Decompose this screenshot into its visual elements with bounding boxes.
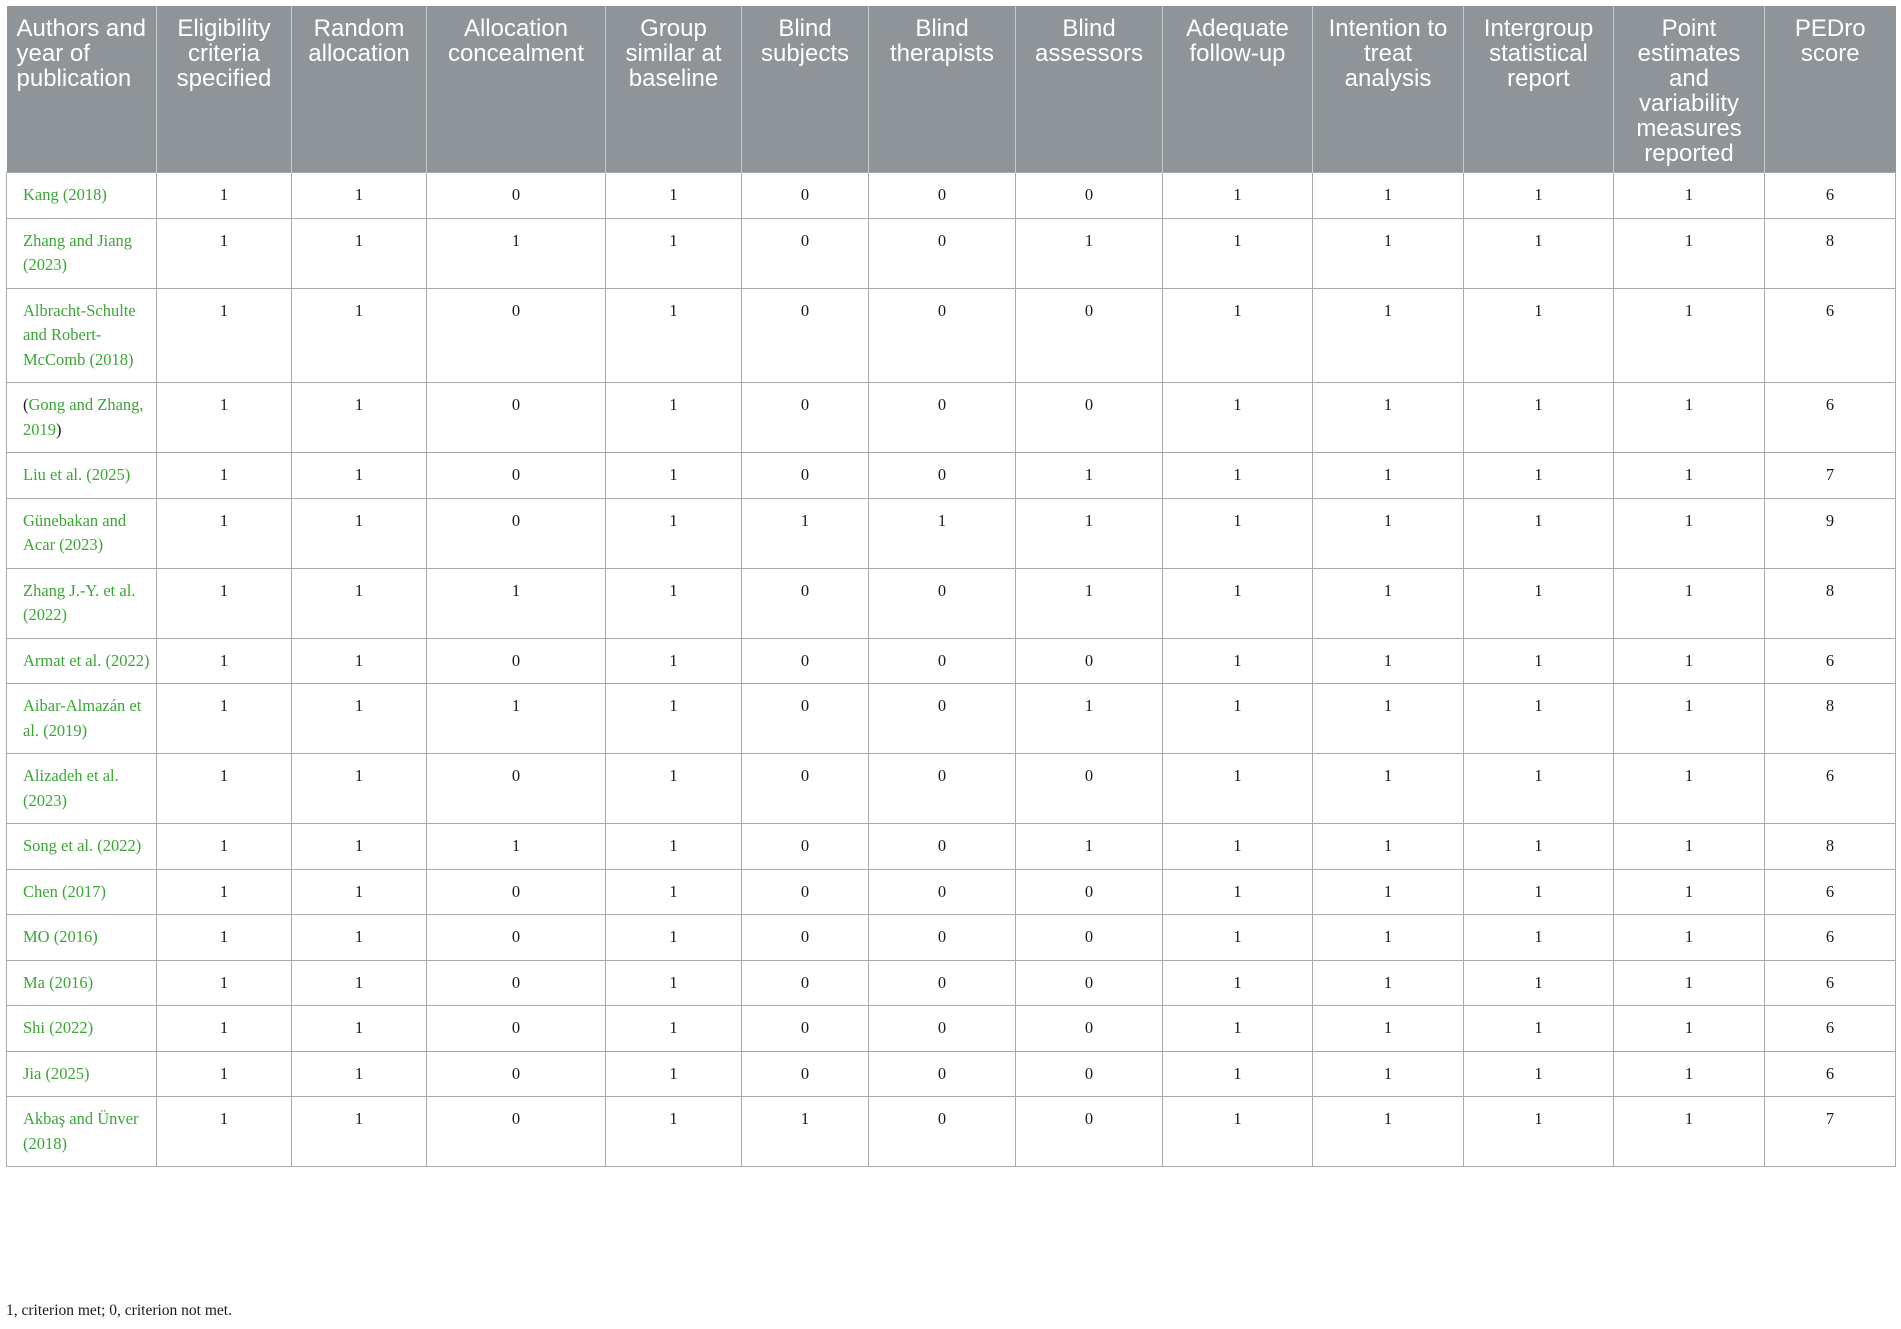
criterion-cell: 1 <box>1313 869 1464 915</box>
author-link[interactable]: Akbaş and Ünver (2018) <box>23 1109 139 1153</box>
criterion-cell: 1 <box>157 453 292 499</box>
criterion-cell: 1 <box>157 824 292 870</box>
criterion-cell: 0 <box>742 824 869 870</box>
author-link[interactable]: Günebakan and Acar (2023) <box>23 510 127 554</box>
criterion-cell: 0 <box>869 684 1016 754</box>
pedro-score-cell: 6 <box>1765 638 1896 684</box>
criterion-cell: 1 <box>1313 173 1464 219</box>
criterion-cell: 1 <box>157 568 292 638</box>
criterion-cell: 1 <box>427 684 606 754</box>
criterion-cell: 1 <box>869 498 1016 568</box>
criterion-cell: 1 <box>606 288 742 383</box>
table-row <box>7 754 1896 824</box>
criterion-cell: 1 <box>1163 960 1313 1006</box>
criterion-cell: 0 <box>427 960 606 1006</box>
table-footnote: 1, criterion met; 0, criterion not met. <box>6 1302 232 1319</box>
criterion-cell: 0 <box>427 453 606 499</box>
column-header: Eligibility criteria specified <box>157 6 292 173</box>
criterion-cell: 1 <box>1163 869 1313 915</box>
criterion-cell: 1 <box>292 288 427 383</box>
table-row <box>7 453 1896 499</box>
criterion-cell: 1 <box>157 960 292 1006</box>
criterion-cell: 1 <box>292 869 427 915</box>
criterion-cell: 1 <box>606 453 742 499</box>
criterion-cell: 1 <box>292 383 427 453</box>
criterion-cell: 0 <box>1016 1006 1163 1052</box>
table-row <box>7 869 1896 915</box>
criterion-cell: 1 <box>427 218 606 288</box>
criterion-cell: 1 <box>1464 288 1614 383</box>
author-cell[interactable] <box>7 568 157 638</box>
criterion-cell: 0 <box>869 915 1016 961</box>
criterion-cell: 1 <box>1313 218 1464 288</box>
table-row <box>7 1097 1896 1167</box>
column-header: Blind therapists <box>869 6 1016 173</box>
criterion-cell: 1 <box>157 754 292 824</box>
criterion-cell: 1 <box>427 568 606 638</box>
criterion-cell: 1 <box>157 869 292 915</box>
criterion-cell: 0 <box>1016 383 1163 453</box>
criterion-cell: 0 <box>869 218 1016 288</box>
criterion-cell: 1 <box>157 1097 292 1167</box>
criterion-cell: 1 <box>1464 173 1614 219</box>
criterion-cell: 1 <box>157 383 292 453</box>
pedro-score-cell: 8 <box>1765 684 1896 754</box>
column-header: Authors and year of publication <box>7 6 157 173</box>
criterion-cell: 1 <box>606 568 742 638</box>
criterion-cell: 1 <box>1313 824 1464 870</box>
table-row <box>7 915 1896 961</box>
criterion-cell: 0 <box>869 754 1016 824</box>
criterion-cell: 1 <box>1163 288 1313 383</box>
criterion-cell: 0 <box>742 383 869 453</box>
criterion-cell: 1 <box>1614 824 1765 870</box>
pedro-score-cell: 7 <box>1765 1097 1896 1167</box>
criterion-cell: 0 <box>869 824 1016 870</box>
criterion-cell: 1 <box>1464 1097 1614 1167</box>
criterion-cell: 1 <box>606 498 742 568</box>
criterion-cell: 0 <box>869 173 1016 219</box>
table-row <box>7 824 1896 870</box>
criterion-cell: 0 <box>742 915 869 961</box>
author-cell[interactable] <box>7 754 157 824</box>
table-row <box>7 638 1896 684</box>
criterion-cell: 0 <box>742 218 869 288</box>
criterion-cell: 1 <box>606 960 742 1006</box>
criterion-cell: 1 <box>292 754 427 824</box>
pedro-score-cell: 8 <box>1765 824 1896 870</box>
criterion-cell: 1 <box>427 824 606 870</box>
pedro-score-cell: 8 <box>1765 568 1896 638</box>
criterion-cell: 0 <box>742 173 869 219</box>
criterion-cell: 1 <box>1313 684 1464 754</box>
column-header: Group similar at baseline <box>606 6 742 173</box>
author-cell[interactable] <box>7 638 157 684</box>
criterion-cell: 1 <box>1614 498 1765 568</box>
criterion-cell: 1 <box>1614 1006 1765 1052</box>
pedro-score-cell: 7 <box>1765 453 1896 499</box>
criterion-cell: 1 <box>1163 453 1313 499</box>
criterion-cell: 1 <box>1313 288 1464 383</box>
criterion-cell: 1 <box>1313 453 1464 499</box>
table-row <box>7 684 1896 754</box>
author-link[interactable]: Ma (2016) <box>23 972 94 992</box>
criterion-cell: 0 <box>1016 754 1163 824</box>
criterion-cell: 0 <box>427 754 606 824</box>
author-cell[interactable] <box>7 1051 157 1097</box>
criterion-cell: 1 <box>1614 383 1765 453</box>
criterion-cell: 1 <box>1163 915 1313 961</box>
table-row <box>7 173 1896 219</box>
pedro-score-cell: 6 <box>1765 754 1896 824</box>
criterion-cell: 1 <box>1614 453 1765 499</box>
column-header: Point estimates and variability measures reported <box>1614 6 1765 173</box>
criterion-cell: 0 <box>869 453 1016 499</box>
criterion-cell: 0 <box>427 1051 606 1097</box>
criterion-cell: 1 <box>606 824 742 870</box>
criterion-cell: 1 <box>1313 915 1464 961</box>
pedro-score-cell: 9 <box>1765 498 1896 568</box>
criterion-cell: 0 <box>1016 638 1163 684</box>
criterion-cell: 1 <box>606 869 742 915</box>
criterion-cell: 0 <box>1016 288 1163 383</box>
table-row <box>7 1006 1896 1052</box>
criterion-cell: 1 <box>1016 824 1163 870</box>
column-header: Intergroup statistical report <box>1464 6 1614 173</box>
pedro-table-wrapper <box>6 6 1895 1167</box>
criterion-cell: 0 <box>742 568 869 638</box>
criterion-cell: 1 <box>1016 498 1163 568</box>
criterion-cell: 0 <box>742 453 869 499</box>
criterion-cell: 1 <box>157 498 292 568</box>
criterion-cell: 0 <box>1016 1051 1163 1097</box>
criterion-cell: 0 <box>427 638 606 684</box>
criterion-cell: 1 <box>157 638 292 684</box>
criterion-cell: 0 <box>869 383 1016 453</box>
criterion-cell: 1 <box>292 173 427 219</box>
criterion-cell: 1 <box>606 383 742 453</box>
criterion-cell: 1 <box>1614 218 1765 288</box>
criterion-cell: 0 <box>1016 173 1163 219</box>
criterion-cell: 1 <box>1313 960 1464 1006</box>
criterion-cell: 1 <box>1163 218 1313 288</box>
criterion-cell: 1 <box>606 915 742 961</box>
author-cell[interactable] <box>7 1097 157 1167</box>
author-cell[interactable] <box>7 288 157 383</box>
criterion-cell: 1 <box>1614 568 1765 638</box>
criterion-cell: 1 <box>1464 1051 1614 1097</box>
author-link[interactable]: Armat et al. (2022) <box>23 650 150 670</box>
author-cell[interactable] <box>7 498 157 568</box>
column-header: Allocation concealment <box>427 6 606 173</box>
criterion-cell: 0 <box>742 684 869 754</box>
author-link[interactable]: Jia (2025) <box>23 1063 90 1083</box>
criterion-cell: 1 <box>1163 754 1313 824</box>
criterion-cell: 1 <box>742 1097 869 1167</box>
criterion-cell: 1 <box>292 1006 427 1052</box>
author-cell[interactable] <box>7 684 157 754</box>
criterion-cell: 1 <box>742 498 869 568</box>
pedro-score-cell: 6 <box>1765 1051 1896 1097</box>
criterion-cell: 1 <box>1163 1097 1313 1167</box>
criterion-cell: 1 <box>1464 383 1614 453</box>
criterion-cell: 0 <box>427 173 606 219</box>
criterion-cell: 1 <box>1464 638 1614 684</box>
criterion-cell: 1 <box>1614 869 1765 915</box>
criterion-cell: 1 <box>1313 568 1464 638</box>
criterion-cell: 1 <box>606 638 742 684</box>
criterion-cell: 0 <box>1016 960 1163 1006</box>
table-row <box>7 218 1896 288</box>
criterion-cell: 1 <box>1163 568 1313 638</box>
criterion-cell: 1 <box>1016 568 1163 638</box>
criterion-cell: 1 <box>1016 218 1163 288</box>
criterion-cell: 1 <box>606 754 742 824</box>
header-row <box>7 6 1896 173</box>
criterion-cell: 1 <box>292 684 427 754</box>
author-link[interactable]: Albracht-Schulte and Robert-McComb (2018) <box>23 300 136 369</box>
table-header <box>7 6 1896 173</box>
criterion-cell: 1 <box>157 915 292 961</box>
criterion-cell: 1 <box>1163 684 1313 754</box>
criterion-cell: 0 <box>427 498 606 568</box>
pedro-score-cell: 6 <box>1765 173 1896 219</box>
criterion-cell: 0 <box>869 1051 1016 1097</box>
author-cell[interactable] <box>7 960 157 1006</box>
paren-close: ) <box>56 419 62 439</box>
column-header: Random allocation <box>292 6 427 173</box>
criterion-cell: 1 <box>1163 824 1313 870</box>
criterion-cell: 1 <box>1614 173 1765 219</box>
criterion-cell: 0 <box>427 1097 606 1167</box>
criterion-cell: 1 <box>606 1006 742 1052</box>
criterion-cell: 1 <box>1464 453 1614 499</box>
criterion-cell: 1 <box>1614 915 1765 961</box>
criterion-cell: 1 <box>292 218 427 288</box>
pedro-scores-table <box>6 6 1896 1167</box>
table-row <box>7 960 1896 1006</box>
table-row <box>7 288 1896 383</box>
criterion-cell: 0 <box>869 1006 1016 1052</box>
criterion-cell: 1 <box>1313 638 1464 684</box>
criterion-cell: 0 <box>742 754 869 824</box>
criterion-cell: 0 <box>869 288 1016 383</box>
criterion-cell: 1 <box>1614 1097 1765 1167</box>
criterion-cell: 1 <box>1313 754 1464 824</box>
column-header: Blind subjects <box>742 6 869 173</box>
column-header: Adequate follow-up <box>1163 6 1313 173</box>
criterion-cell: 0 <box>427 1006 606 1052</box>
author-cell[interactable] <box>7 1006 157 1052</box>
author-cell[interactable] <box>7 453 157 499</box>
criterion-cell: 0 <box>869 568 1016 638</box>
author-link[interactable]: Alizadeh et al. (2023) <box>23 766 119 810</box>
criterion-cell: 1 <box>1614 960 1765 1006</box>
criterion-cell: 0 <box>869 1097 1016 1167</box>
criterion-cell: 1 <box>606 1051 742 1097</box>
criterion-cell: 1 <box>1313 383 1464 453</box>
criterion-cell: 1 <box>1614 754 1765 824</box>
criterion-cell: 1 <box>292 568 427 638</box>
author-link[interactable]: Aibar-Almazán et al. (2019) <box>23 696 142 740</box>
criterion-cell: 0 <box>869 960 1016 1006</box>
criterion-cell: 1 <box>1313 1097 1464 1167</box>
criterion-cell: 1 <box>292 498 427 568</box>
author-link[interactable]: Shi (2022) <box>23 1018 94 1037</box>
criterion-cell: 1 <box>292 1051 427 1097</box>
criterion-cell: 1 <box>292 638 427 684</box>
criterion-cell: 1 <box>1464 869 1614 915</box>
pedro-score-cell: 6 <box>1765 288 1896 383</box>
table-row <box>7 498 1896 568</box>
criterion-cell: 0 <box>742 1051 869 1097</box>
criterion-cell: 0 <box>1016 1097 1163 1167</box>
criterion-cell: 1 <box>1163 498 1313 568</box>
criterion-cell: 1 <box>157 288 292 383</box>
criterion-cell: 0 <box>427 383 606 453</box>
criterion-cell: 0 <box>742 960 869 1006</box>
criterion-cell: 1 <box>606 218 742 288</box>
criterion-cell: 1 <box>292 453 427 499</box>
criterion-cell: 1 <box>1313 1051 1464 1097</box>
criterion-cell: 0 <box>427 288 606 383</box>
criterion-cell: 1 <box>292 824 427 870</box>
criterion-cell: 1 <box>606 173 742 219</box>
author-link[interactable]: Zhang J.-Y. et al. (2022) <box>23 580 136 624</box>
author-link[interactable]: Song et al. (2022) <box>23 836 142 855</box>
criterion-cell: 0 <box>427 869 606 915</box>
criterion-cell: 1 <box>1464 915 1614 961</box>
pedro-score-cell: 8 <box>1765 218 1896 288</box>
author-link[interactable]: Chen (2017) <box>23 881 106 901</box>
criterion-cell: 1 <box>1464 754 1614 824</box>
criterion-cell: 1 <box>1464 824 1614 870</box>
criterion-cell: 1 <box>1163 1006 1313 1052</box>
pedro-score-cell: 6 <box>1765 960 1896 1006</box>
author-cell[interactable] <box>7 869 157 915</box>
criterion-cell: 0 <box>742 288 869 383</box>
criterion-cell: 1 <box>1163 383 1313 453</box>
criterion-cell: 1 <box>1614 684 1765 754</box>
criterion-cell: 0 <box>742 638 869 684</box>
criterion-cell: 1 <box>1163 173 1313 219</box>
author-cell[interactable] <box>7 915 157 961</box>
criterion-cell: 1 <box>157 684 292 754</box>
table-row <box>7 1051 1896 1097</box>
criterion-cell: 1 <box>292 915 427 961</box>
table-body <box>7 173 1896 1167</box>
author-link[interactable]: Kang (2018) <box>23 185 107 204</box>
criterion-cell: 1 <box>1313 498 1464 568</box>
criterion-cell: 0 <box>869 869 1016 915</box>
criterion-cell: 1 <box>606 684 742 754</box>
paren-open: ( <box>23 395 29 414</box>
criterion-cell: 0 <box>742 869 869 915</box>
criterion-cell: 1 <box>1016 684 1163 754</box>
criterion-cell: 1 <box>1464 218 1614 288</box>
table-row <box>7 383 1896 453</box>
criterion-cell: 1 <box>157 218 292 288</box>
criterion-cell: 0 <box>742 1006 869 1052</box>
criterion-cell: 1 <box>1464 498 1614 568</box>
criterion-cell: 1 <box>157 1006 292 1052</box>
pedro-score-cell: 6 <box>1765 1006 1896 1052</box>
criterion-cell: 1 <box>1464 684 1614 754</box>
pedro-score-cell: 6 <box>1765 383 1896 453</box>
author-cell[interactable] <box>7 218 157 288</box>
criterion-cell: 1 <box>606 1097 742 1167</box>
criterion-cell: 0 <box>1016 869 1163 915</box>
author-link[interactable]: Zhang and Jiang (2023) <box>23 230 133 274</box>
criterion-cell: 1 <box>1163 638 1313 684</box>
criterion-cell: 1 <box>1614 1051 1765 1097</box>
author-link[interactable]: Gong and Zhang, 2019 <box>23 395 144 439</box>
criterion-cell: 1 <box>1313 1006 1464 1052</box>
criterion-cell: 1 <box>157 1051 292 1097</box>
criterion-cell: 1 <box>157 173 292 219</box>
criterion-cell: 1 <box>292 1097 427 1167</box>
author-cell[interactable] <box>7 173 157 219</box>
criterion-cell: 0 <box>427 915 606 961</box>
column-header: Blind assessors <box>1016 6 1163 173</box>
criterion-cell: 0 <box>1016 915 1163 961</box>
criterion-cell: 1 <box>1016 453 1163 499</box>
author-link[interactable]: MO (2016) <box>23 927 98 946</box>
author-cell[interactable] <box>7 383 157 453</box>
criterion-cell: 1 <box>1614 638 1765 684</box>
column-header: Intention to treat analysis <box>1313 6 1464 173</box>
criterion-cell: 1 <box>1614 288 1765 383</box>
criterion-cell: 0 <box>869 638 1016 684</box>
author-cell[interactable] <box>7 824 157 870</box>
pedro-score-cell: 6 <box>1765 915 1896 961</box>
pedro-score-cell: 6 <box>1765 869 1896 915</box>
table-row <box>7 568 1896 638</box>
column-header: PEDro score <box>1765 6 1896 173</box>
criterion-cell: 1 <box>1464 960 1614 1006</box>
criterion-cell: 1 <box>1464 568 1614 638</box>
author-link[interactable]: Liu et al. (2025) <box>23 465 131 484</box>
criterion-cell: 1 <box>292 960 427 1006</box>
criterion-cell: 1 <box>1464 1006 1614 1052</box>
criterion-cell: 1 <box>1163 1051 1313 1097</box>
